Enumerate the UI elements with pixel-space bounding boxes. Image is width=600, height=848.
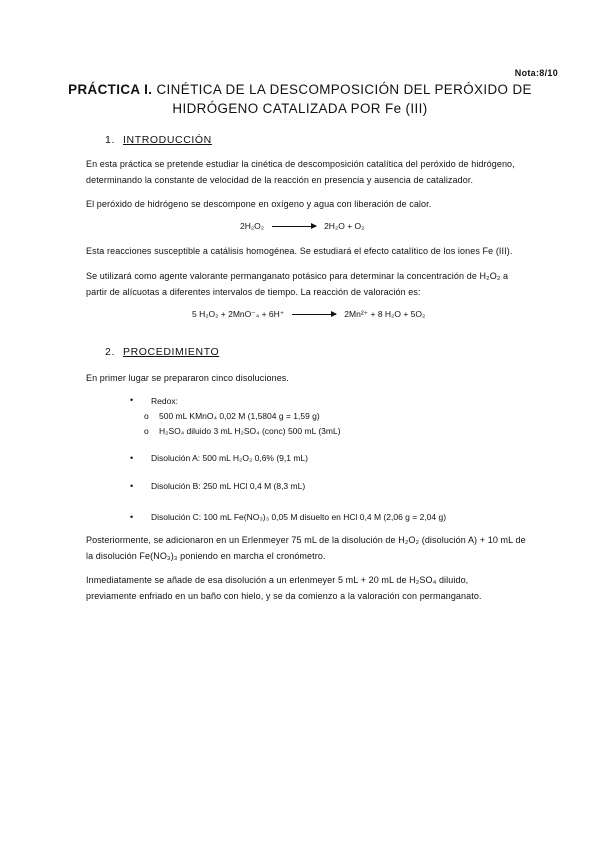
equation-left: 2H₂O₂ — [240, 221, 265, 231]
bullet-dot: • — [130, 453, 134, 463]
equation-decomposition — [240, 221, 364, 231]
text-line: partir de alícuotas a diferentes intervalos de tiempo. La reacción de valoración es: — [86, 287, 421, 297]
procedure-intro: En primer lugar se prepararon cinco disoluciones. — [86, 373, 290, 383]
list-item-redox: Redox: — [151, 396, 178, 406]
intro-paragraph-4 — [86, 268, 526, 300]
list-item-solution-b: Disolución B: 250 mL HCl 0,4 M (8,3 mL) — [151, 481, 306, 491]
text-line: la disolución Fe(NO₃)₃ poniendo en marcha el cronómetro. — [86, 551, 326, 561]
title-prefix: PRÁCTICA I. — [68, 82, 153, 97]
reaction-arrow — [272, 226, 316, 227]
reaction-arrow — [292, 314, 336, 315]
bullet-dot: • — [130, 512, 134, 522]
list-item-solution-c: Disolución C: 100 mL Fe(NO₃)₃ 0,05 M disuelto en HCl 0,4 M (2,06 g = 2,04 g) — [151, 512, 447, 522]
sub-bullet-marker: o — [144, 426, 149, 436]
intro-paragraph-2: El peróxido de hidrógeno se descompone en oxígeno y agua con liberación de calor. — [86, 199, 432, 209]
intro-paragraph-1 — [86, 156, 526, 188]
section-number: 1. — [105, 134, 115, 146]
procedure-paragraph-1 — [86, 532, 526, 564]
page-title — [60, 80, 540, 118]
bullet-dot: • — [130, 481, 134, 491]
section-label: INTRODUCCIÓN — [123, 134, 212, 146]
section-heading-procedure — [105, 346, 219, 358]
equation-titration — [192, 309, 425, 320]
list-subitem-h2so4: H₂SO₄ diluido 3 mL H₂SO₄ (conc) 500 mL (3mL) — [159, 426, 341, 436]
text-line: Inmediatamente se añade de esa disolución a un erlenmeyer 5 mL + 20 mL de H₂SO₄ diluido, — [86, 575, 469, 585]
section-heading-intro — [105, 134, 212, 146]
text-line: Se utilizará como agente valorante permanganato potásico para determinar la concentración de H₂O₂ a — [86, 271, 509, 281]
procedure-paragraph-2 — [86, 572, 526, 604]
equation-left: 5 H₂O₂ + 2MnO⁻₄ + 6H⁺ — [192, 309, 285, 319]
section-number: 2. — [105, 346, 115, 358]
text-line: previamente enfriado en un baño con hielo, y se da comienzo a la valoración con permanganato. — [86, 591, 482, 601]
list-subitem-kmno4: 500 mL KMnO₄ 0,02 M (1,5804 g = 1,59 g) — [159, 411, 320, 421]
grade-note: Nota:8/10 — [514, 68, 558, 78]
bullet-dot: • — [130, 395, 134, 405]
text-line: determinando la constante de velocidad de la reacción en presencia y ausencia de catalizador. — [86, 175, 474, 185]
section-label: PROCEDIMIENTO — [123, 346, 220, 358]
list-item-solution-a: Disolución A: 500 mL H₂O₂ 0,6% (9,1 mL) — [151, 453, 308, 463]
text-line: En esta práctica se pretende estudiar la cinética de descomposición catalítica del peróxido de hidrógeno, — [86, 159, 515, 169]
title-line1: CINÉTICA DE LA DESCOMPOSICIÓN DEL PERÓXIDO DE — [152, 82, 532, 97]
title-line2: HIDRÓGENO CATALIZADA POR Fe (III) — [172, 101, 428, 116]
equation-right: 2H₂O + O₂ — [324, 221, 365, 231]
equation-right: 2Mn²⁺ + 8 H₂O + 5O₂ — [344, 309, 426, 319]
intro-paragraph-3: Esta reacciones susceptible a catálisis homogénea. Se estudiará el efecto catalítico de los iones Fe (III). — [86, 246, 513, 256]
sub-bullet-marker: o — [144, 411, 149, 421]
text-line: Posteriormente, se adicionaron en un Erlenmeyer 75 mL de la disolución de H₂O₂ (disolución A) + 10 mL de — [86, 535, 526, 545]
